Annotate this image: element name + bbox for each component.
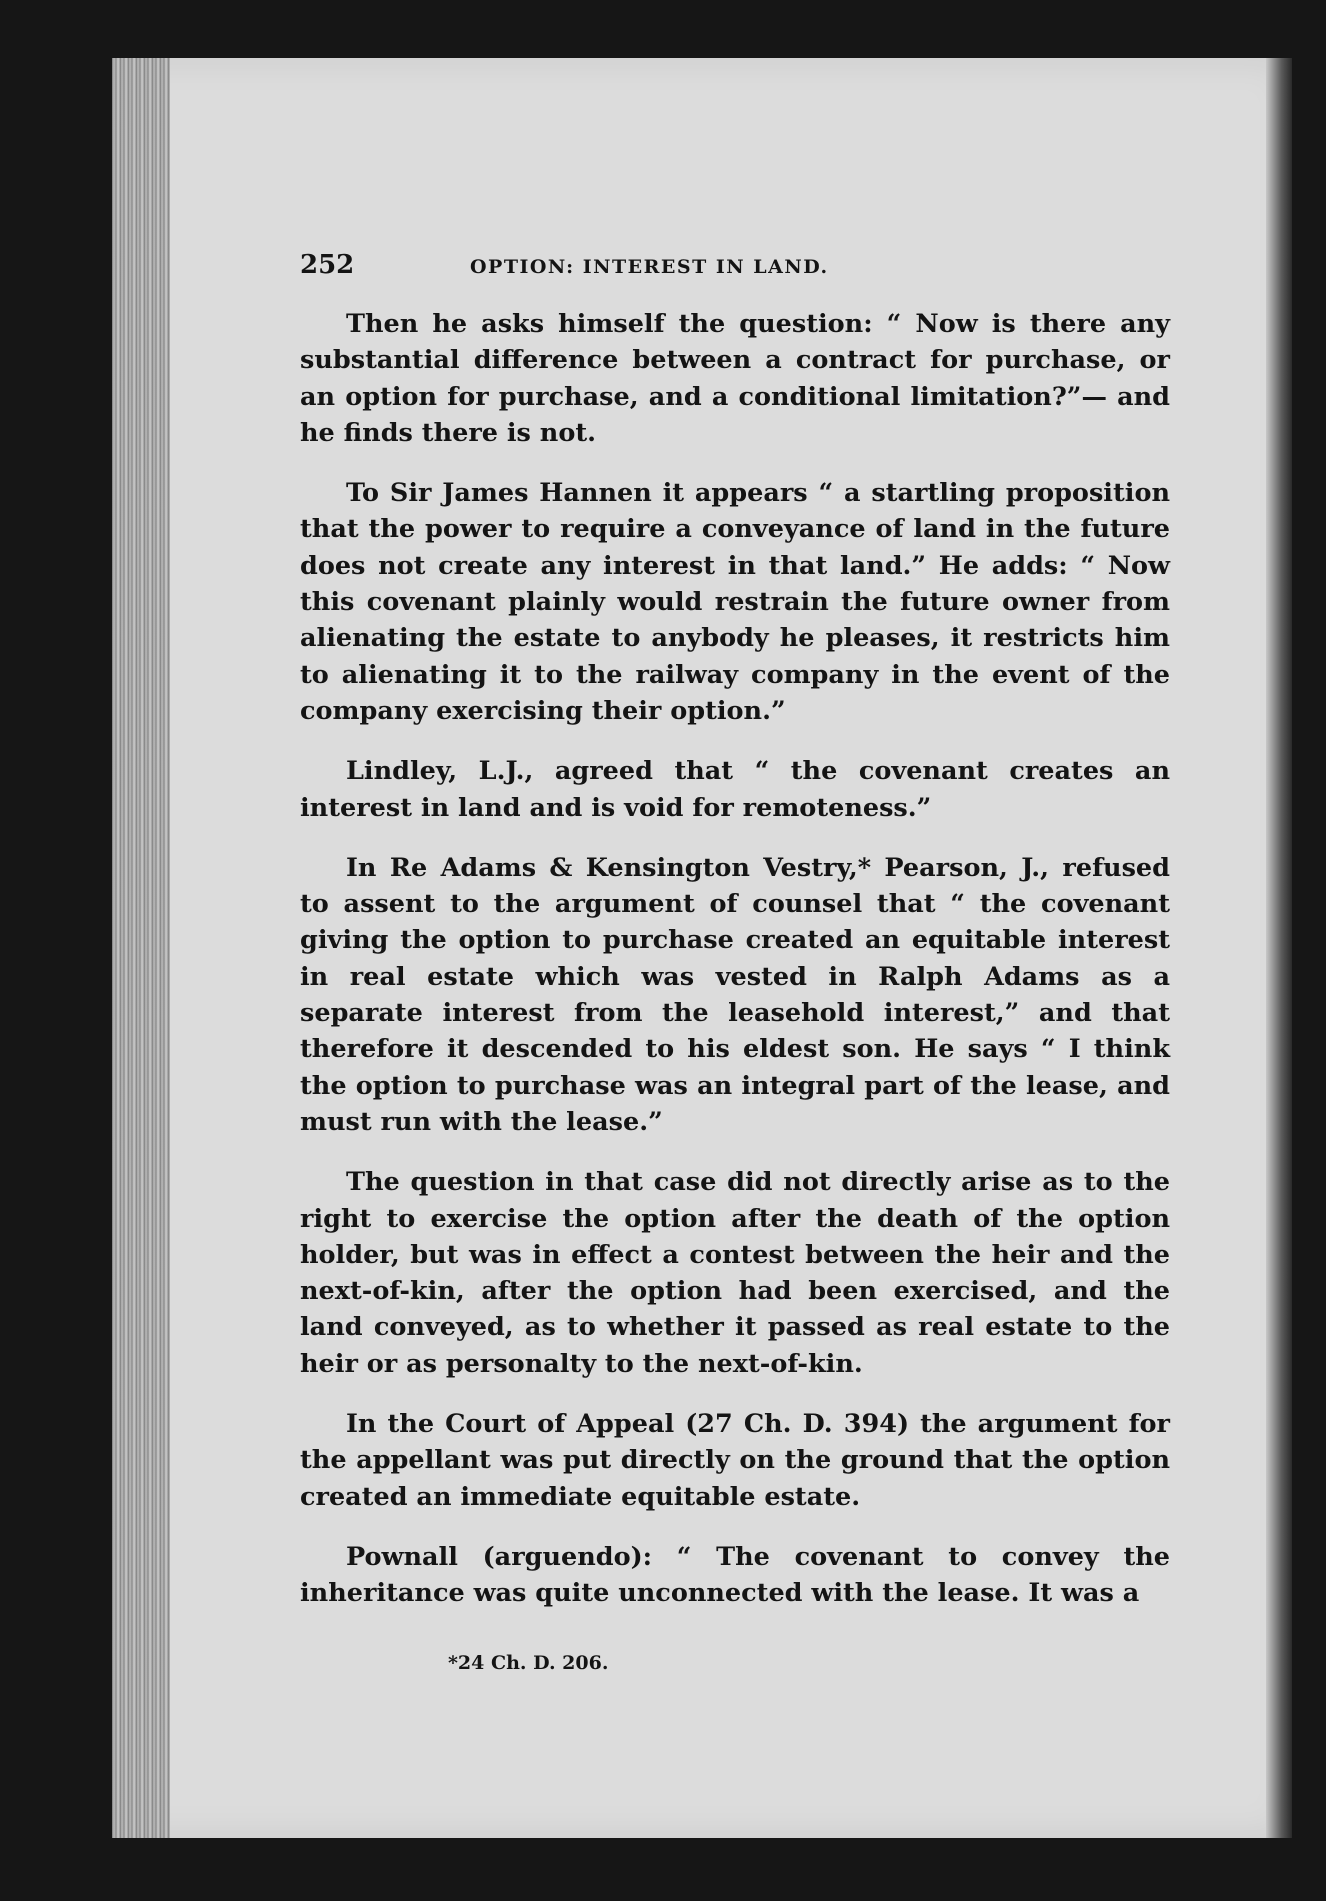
page-number: 252 [300,250,355,280]
footnote: *24 Ch. D. 206. [448,1652,609,1674]
body-text [300,306,1170,1612]
paragraph: Then he asks himself the question: “ Now is there any substantial difference between a contract for purchase, or an option for purchase, and a conditional limitation?”— and he finds there is not. [300,309,1170,448]
page-header [300,250,1170,280]
page-edge [1266,58,1292,1838]
paragraph: The question in that case did not directly arise as to the right to exercise the option after the death of the option holder, but was in effect a contest between the heir and the next-of-kin, after the option had been exercised, and the land conveyed, as to whether it passed as real estate to the heir or as personalty to the next-of-kin. [300,1167,1170,1379]
paragraph: To Sir James Hannen it appears “ a startling proposition that the power to require a conveyance of land in the future does not create any interest in that land.” He adds: “ Now this covenant plainly would restrain the future owner from alienating the estate to anybody he pleases, it restricts him to alienating it to the railway company in the event of the company exercising their option.” [300,478,1170,726]
paragraph: In the Court of Appeal (27 Ch. D. 394) the argument for the appellant was put directly on the ground that the option created an immediate equitable estate. [300,1409,1170,1512]
paragraph: Lindley, L.J., agreed that “ the covenant creates an interest in land and is void for remoteness.” [300,756,1170,823]
paragraph: In Re Adams & Kensington Vestry,* Pearson, J., refused to assent to the argument of counsel that “ the covenant giving the option to purchase created an equitable interest in real estate which was vested in Ralph Adams as a separate interest from the leasehold interest,” and that therefore it descended to his eldest son. He says “ I think the option to purchase was an integral part of the lease, and must run with the lease.” [300,852,1170,1137]
paragraph: Pownall (arguendo): “ The covenant to convey the inheritance was quite unconnected with the lease. It was a [300,1541,1170,1609]
page-binding [112,58,170,1838]
running-head: OPTION: INTEREST IN LAND. [470,256,829,278]
